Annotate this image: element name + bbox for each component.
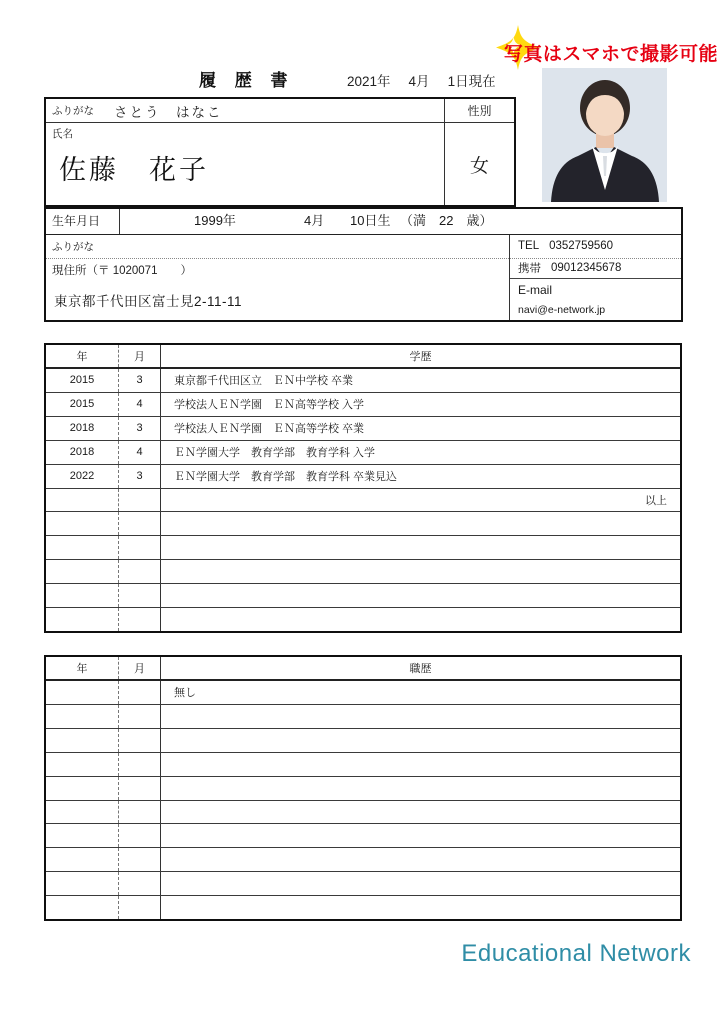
- email-value: navi@e-network.jp: [518, 304, 606, 316]
- cell-year: [46, 584, 119, 607]
- work-rows: [46, 681, 680, 919]
- gender-value: 女: [469, 155, 489, 177]
- column-header-education: 学歴: [409, 351, 432, 363]
- furigana-label: ふりがな: [52, 105, 94, 117]
- document-date: [347, 70, 496, 90]
- cell-desc: ＥＮ学園大学 教育学部 教育学科 卒業見込: [174, 471, 398, 484]
- cell-year: [46, 608, 119, 631]
- address-area: [46, 235, 681, 320]
- table-row: [46, 489, 680, 513]
- cell-month: [119, 801, 161, 824]
- cell-desc: ＥＮ学園大学 教育学部 教育学科 入学: [174, 447, 376, 460]
- cell-month: 3: [119, 465, 161, 488]
- gender-label: 性別: [445, 99, 514, 123]
- cell-year: [46, 489, 119, 512]
- cell-month: [119, 512, 161, 535]
- birthdate-row: [46, 209, 681, 235]
- cell-month: [119, 777, 161, 800]
- cell-month: [119, 536, 161, 559]
- table-row: [46, 584, 680, 608]
- cell-desc: [161, 584, 680, 607]
- cell-desc: 無し: [174, 687, 196, 700]
- cell-year: 2015: [46, 393, 119, 416]
- cell-month: [119, 896, 161, 919]
- column-header-year: 年: [46, 657, 119, 679]
- cell-month: [119, 753, 161, 776]
- table-row: [46, 705, 680, 729]
- education-table: [44, 343, 682, 633]
- cell-year: [46, 729, 119, 752]
- cell-month: 3: [119, 369, 161, 392]
- birth-day: 10日生: [350, 213, 391, 228]
- cell-year: [46, 801, 119, 824]
- date-year: 2021年: [347, 74, 391, 89]
- table-row: [46, 824, 680, 848]
- personal-info-box: [44, 97, 516, 207]
- cell-desc: 東京都千代田区立 ＥＮ中学校 卒業: [174, 375, 354, 388]
- applicant-name: 佐藤 花子: [59, 155, 209, 185]
- cell-year: 2018: [46, 441, 119, 464]
- birth-age: （満 22 歳）: [400, 213, 493, 228]
- column-header-year: 年: [46, 345, 119, 367]
- furigana-value: さとう はなこ: [114, 104, 223, 120]
- table-row: [46, 753, 680, 777]
- gender-column: [445, 99, 514, 205]
- cell-desc: 以上: [645, 494, 667, 507]
- name-column: [46, 99, 445, 205]
- table-row: [46, 369, 680, 393]
- table-row: [46, 608, 680, 631]
- cell-month: [119, 705, 161, 728]
- table-row: [46, 872, 680, 896]
- document-title: 履 歴 書: [199, 71, 295, 90]
- cell-year: [46, 872, 119, 895]
- cell-desc: [161, 801, 680, 824]
- cell-desc: [161, 753, 680, 776]
- cell-year: [46, 512, 119, 535]
- cell-month: [119, 824, 161, 847]
- work-history-table: [44, 655, 682, 921]
- furigana-row: [46, 99, 444, 123]
- cell-desc: [161, 872, 680, 895]
- educational-network-logo: Educational Network: [461, 940, 691, 967]
- cell-year: 2022: [46, 465, 119, 488]
- email-label: E-mail: [518, 283, 553, 297]
- address-cell: [46, 259, 509, 320]
- cell-year: [46, 560, 119, 583]
- cell-year: 2018: [46, 417, 119, 440]
- table-row: [46, 560, 680, 584]
- column-header-work: 職歴: [409, 663, 432, 675]
- birthdate-value: [120, 209, 681, 234]
- birth-year: 1999年: [194, 213, 236, 228]
- cell-month: 3: [119, 417, 161, 440]
- cell-year: [46, 753, 119, 776]
- address-value: 東京都千代田区富士見2-11-11: [54, 294, 243, 309]
- cell-desc: [161, 512, 680, 535]
- cell-desc: [161, 824, 680, 847]
- mobile-value: 09012345678: [551, 262, 622, 275]
- tel-value: 0352759560: [549, 240, 614, 253]
- cell-month: [119, 584, 161, 607]
- tel-row: [510, 235, 681, 259]
- cell-month: 4: [119, 393, 161, 416]
- education-rows: [46, 369, 680, 631]
- table-row: [46, 441, 680, 465]
- birthdate-label: 生年月日: [46, 209, 120, 234]
- photo-notice-text: 写真はスマホで撮影可能: [503, 44, 718, 65]
- cell-month: [119, 729, 161, 752]
- cell-desc: [161, 896, 680, 919]
- applicant-photo: [542, 68, 667, 202]
- name-label: 氏名: [52, 128, 73, 140]
- cell-desc: [161, 848, 680, 871]
- table-row: [46, 512, 680, 536]
- cell-year: [46, 705, 119, 728]
- cell-month: [119, 681, 161, 704]
- address-label: 現住所（〒 1020071 ）: [52, 265, 192, 277]
- cell-month: 4: [119, 441, 161, 464]
- mobile-row: [510, 259, 681, 279]
- table-row: [46, 777, 680, 801]
- cell-desc: [161, 729, 680, 752]
- cell-year: [46, 824, 119, 847]
- contact-box: [44, 207, 683, 322]
- date-month: 4月: [408, 74, 430, 89]
- birth-month: 4月: [304, 213, 325, 228]
- cell-month: [119, 560, 161, 583]
- tel-label: TEL: [518, 240, 540, 253]
- column-header-month: 月: [119, 657, 161, 679]
- table-row: [46, 896, 680, 919]
- cell-desc: 学校法人ＥＮ学園 ＥＮ高等学校 卒業: [174, 423, 365, 436]
- cell-desc: [161, 536, 680, 559]
- cell-month: [119, 872, 161, 895]
- table-row: [46, 393, 680, 417]
- column-header-month: 月: [119, 345, 161, 367]
- cell-desc: [161, 777, 680, 800]
- address-column: [46, 235, 510, 320]
- cell-year: [46, 777, 119, 800]
- address-furigana-label: ふりがな: [46, 235, 509, 259]
- table-row: [46, 801, 680, 825]
- name-cell: [46, 123, 444, 205]
- table-row: [46, 417, 680, 441]
- cell-month: [119, 608, 161, 631]
- cell-desc: 学校法人ＥＮ学園 ＥＮ高等学校 入学: [174, 399, 365, 412]
- cell-year: 2015: [46, 369, 119, 392]
- cell-year: [46, 536, 119, 559]
- cell-year: [46, 896, 119, 919]
- cell-year: [46, 681, 119, 704]
- table-row: [46, 848, 680, 872]
- education-header-row: [46, 345, 680, 369]
- table-row: [46, 729, 680, 753]
- date-day: 1日現在: [447, 74, 496, 89]
- table-row: [46, 681, 680, 705]
- cell-desc: [161, 608, 680, 631]
- work-header-row: [46, 657, 680, 681]
- table-row: [46, 465, 680, 489]
- cell-month: [119, 848, 161, 871]
- cell-month: [119, 489, 161, 512]
- contact-column: [510, 235, 681, 320]
- cell-desc: [161, 560, 680, 583]
- cell-desc: [161, 705, 680, 728]
- cell-year: [46, 848, 119, 871]
- mobile-label: 携帯: [518, 263, 541, 276]
- email-cell: [510, 279, 681, 320]
- table-row: [46, 536, 680, 560]
